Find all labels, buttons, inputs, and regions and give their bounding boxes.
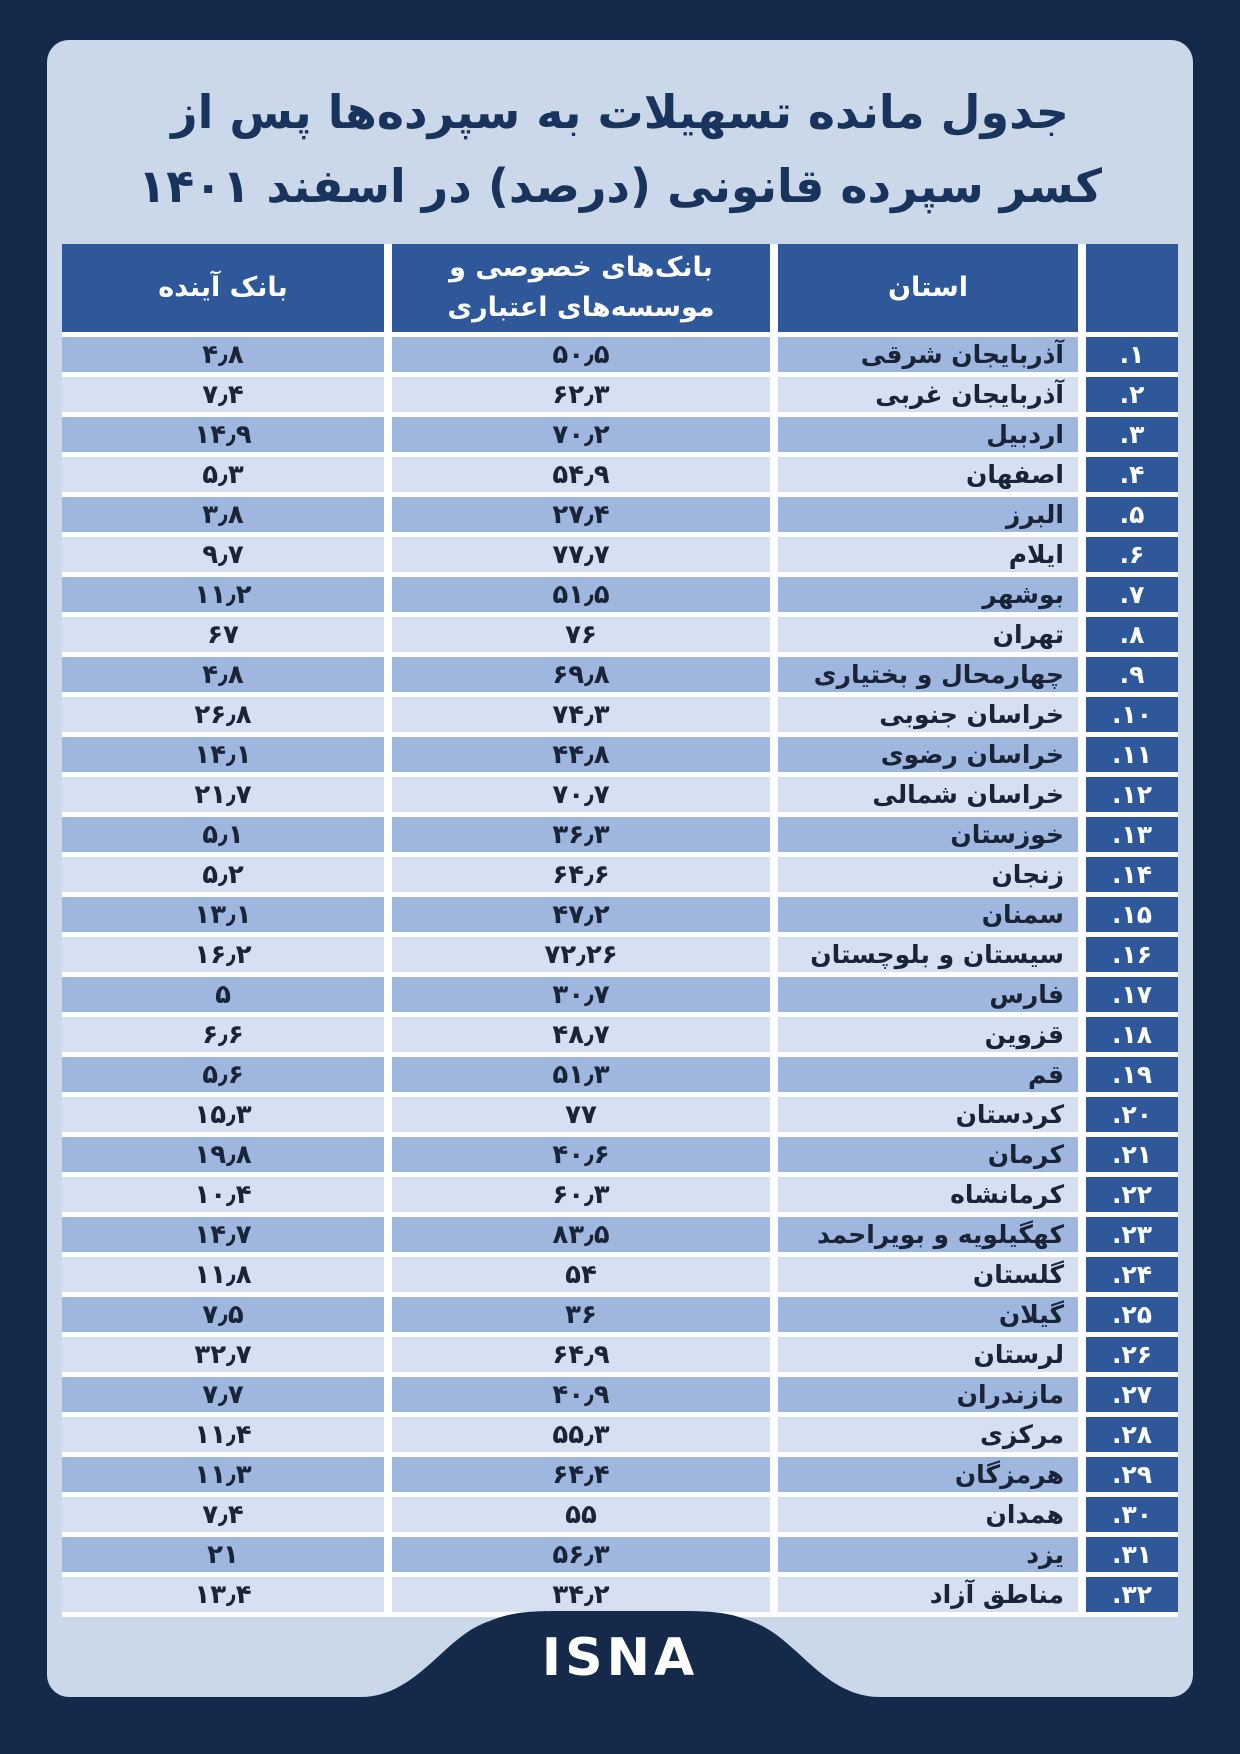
province-name: زنجان [778,857,1078,892]
private-banks-value: ۳۴٫۲ [392,1577,770,1612]
row-index: ۵. [1086,497,1178,532]
province-name: خوزستان [778,817,1078,852]
ayandeh-value: ۵٫۱ [62,817,384,852]
ayandeh-value: ۷٫۴ [62,377,384,412]
column-header-private-banks-line1: بانک‌های خصوصی و [449,251,713,283]
row-index: ۱۷. [1086,977,1178,1012]
ayandeh-value: ۲۶٫۸ [62,697,384,732]
province-name: فارس [778,977,1078,1012]
ayandeh-value: ۶۷ [62,617,384,652]
ayandeh-value: ۱۴٫۹ [62,417,384,452]
private-banks-value: ۵۱٫۵ [392,577,770,612]
row-index: ۴. [1086,457,1178,492]
row-index: ۱۳. [1086,817,1178,852]
ayandeh-value: ۱۵٫۳ [62,1097,384,1132]
private-banks-value: ۵۶٫۳ [392,1537,770,1572]
province-name: قم [778,1057,1078,1092]
ayandeh-value: ۱۱٫۲ [62,577,384,612]
private-banks-value: ۶۹٫۸ [392,657,770,692]
province-name: تهران [778,617,1078,652]
row-index: ۳. [1086,417,1178,452]
ayandeh-value: ۱۳٫۴ [62,1577,384,1612]
private-banks-value: ۵۵ [392,1497,770,1532]
ayandeh-value: ۱۶٫۲ [62,937,384,972]
ayandeh-value: ۴٫۸ [62,657,384,692]
province-name: گلستان [778,1257,1078,1292]
ayandeh-value: ۱۳٫۱ [62,897,384,932]
private-banks-value: ۶۴٫۶ [392,857,770,892]
ayandeh-value: ۳۲٫۷ [62,1337,384,1372]
private-banks-value: ۶۴٫۴ [392,1457,770,1492]
data-table [62,244,1178,1617]
ayandeh-value: ۱۱٫۸ [62,1257,384,1292]
row-index: ۳۲. [1086,1577,1178,1612]
row-index: ۸. [1086,617,1178,652]
ayandeh-value: ۵ [62,977,384,1012]
ayandeh-value: ۹٫۷ [62,537,384,572]
province-name: مناطق آزاد [778,1577,1078,1612]
private-banks-value: ۳۶ [392,1297,770,1332]
row-index: ۲۰. [1086,1097,1178,1132]
private-banks-value: ۴۴٫۸ [392,737,770,772]
private-banks-value: ۷۴٫۳ [392,697,770,732]
private-banks-value: ۵۵٫۳ [392,1417,770,1452]
private-banks-value: ۷۷ [392,1097,770,1132]
province-name: سیستان و بلوچستان [778,937,1078,972]
province-name: همدان [778,1497,1078,1532]
page-title-line2: کسر سپرده قانونی (درصد) در اسفند ۱۴۰۱ [138,158,1102,213]
province-name: کردستان [778,1097,1078,1132]
ayandeh-value: ۵٫۳ [62,457,384,492]
private-banks-value: ۷۶ [392,617,770,652]
ayandeh-value: ۱۱٫۳ [62,1457,384,1492]
ayandeh-value: ۱۴٫۱ [62,737,384,772]
row-index: ۲۳. [1086,1217,1178,1252]
ayandeh-value: ۷٫۵ [62,1297,384,1332]
row-index: ۲۵. [1086,1297,1178,1332]
private-banks-value: ۸۳٫۵ [392,1217,770,1252]
row-index: ۳۰. [1086,1497,1178,1532]
private-banks-value: ۳۶٫۳ [392,817,770,852]
row-index: ۲۶. [1086,1337,1178,1372]
private-banks-value: ۵۴ [392,1257,770,1292]
province-name: مرکزی [778,1417,1078,1452]
row-index: ۲. [1086,377,1178,412]
row-index: ۳۱. [1086,1537,1178,1572]
column-header-private-banks-line2: موسسه‌های اعتباری [447,292,715,323]
ayandeh-value: ۱۱٫۴ [62,1417,384,1452]
province-name: لرستان [778,1337,1078,1372]
column-header-province: استان [778,244,1078,332]
row-index: ۲۸. [1086,1417,1178,1452]
ayandeh-value: ۵٫۶ [62,1057,384,1092]
province-name: هرمزگان [778,1457,1078,1492]
province-name: ایلام [778,537,1078,572]
row-index: ۶. [1086,537,1178,572]
private-banks-value: ۶۰٫۳ [392,1177,770,1212]
ayandeh-value: ۷٫۴ [62,1497,384,1532]
province-name: چهارمحال و بختیاری [778,657,1078,692]
private-banks-value: ۷۲٫۲۶ [392,937,770,972]
private-banks-value: ۷۰٫۷ [392,777,770,812]
province-name: آذربایجان شرقی [778,337,1078,372]
row-index: ۱۸. [1086,1017,1178,1052]
infographic-card [47,40,1193,1697]
ayandeh-value: ۳٫۸ [62,497,384,532]
private-banks-value: ۳۰٫۷ [392,977,770,1012]
ayandeh-value: ۷٫۷ [62,1377,384,1412]
private-banks-value: ۴۰٫۶ [392,1137,770,1172]
private-banks-value: ۴۷٫۲ [392,897,770,932]
private-banks-value: ۴۰٫۹ [392,1377,770,1412]
province-name: خراسان رضوی [778,737,1078,772]
province-name: کرمانشاه [778,1177,1078,1212]
province-name: قزوین [778,1017,1078,1052]
page-title [47,40,1193,223]
row-index: ۱۱. [1086,737,1178,772]
isna-logo-text: ISNA [541,1628,699,1688]
row-index: ۹. [1086,657,1178,692]
row-index: ۷. [1086,577,1178,612]
province-name: اردبیل [778,417,1078,452]
private-banks-value: ۷۰٫۲ [392,417,770,452]
province-name: یزد [778,1537,1078,1572]
row-index: ۲۲. [1086,1177,1178,1212]
row-index: ۱۹. [1086,1057,1178,1092]
row-index: ۱۴. [1086,857,1178,892]
province-name: سمنان [778,897,1078,932]
row-index: ۲۷. [1086,1377,1178,1412]
province-name: کهگیلویه و بویراحمد [778,1217,1078,1252]
row-index: ۱۵. [1086,897,1178,932]
private-banks-value: ۶۲٫۳ [392,377,770,412]
ayandeh-value: ۲۱٫۷ [62,777,384,812]
province-name: خراسان شمالی [778,777,1078,812]
row-index: ۲۱. [1086,1137,1178,1172]
province-name: آذربایجان غربی [778,377,1078,412]
column-header-index [1086,244,1178,332]
province-name: اصفهان [778,457,1078,492]
page-title-line1: جدول مانده تسهیلات به سپرده‌ها پس از [171,85,1069,139]
row-index: ۱۲. [1086,777,1178,812]
ayandeh-value: ۱۰٫۴ [62,1177,384,1212]
private-banks-value: ۲۷٫۴ [392,497,770,532]
private-banks-value: ۴۸٫۷ [392,1017,770,1052]
private-banks-value: ۷۷٫۷ [392,537,770,572]
province-name: خراسان جنوبی [778,697,1078,732]
province-name: گیلان [778,1297,1078,1332]
ayandeh-value: ۶٫۶ [62,1017,384,1052]
private-banks-value: ۵۱٫۳ [392,1057,770,1092]
province-name: مازندران [778,1377,1078,1412]
province-name: کرمان [778,1137,1078,1172]
ayandeh-value: ۴٫۸ [62,337,384,372]
ayandeh-value: ۵٫۲ [62,857,384,892]
ayandeh-value: ۱۹٫۸ [62,1137,384,1172]
column-header-private-banks [392,244,770,332]
private-banks-value: ۶۴٫۹ [392,1337,770,1372]
ayandeh-value: ۲۱ [62,1537,384,1572]
row-index: ۲۴. [1086,1257,1178,1292]
private-banks-value: ۵۰٫۵ [392,337,770,372]
ayandeh-value: ۱۴٫۷ [62,1217,384,1252]
row-index: ۱۶. [1086,937,1178,972]
province-name: بوشهر [778,577,1078,612]
province-name: البرز [778,497,1078,532]
column-header-ayandeh: بانک آینده [62,244,384,332]
private-banks-value: ۵۴٫۹ [392,457,770,492]
row-index: ۲۹. [1086,1457,1178,1492]
isna-logo [360,1607,880,1697]
row-index: ۱. [1086,337,1178,372]
row-index: ۱۰. [1086,697,1178,732]
